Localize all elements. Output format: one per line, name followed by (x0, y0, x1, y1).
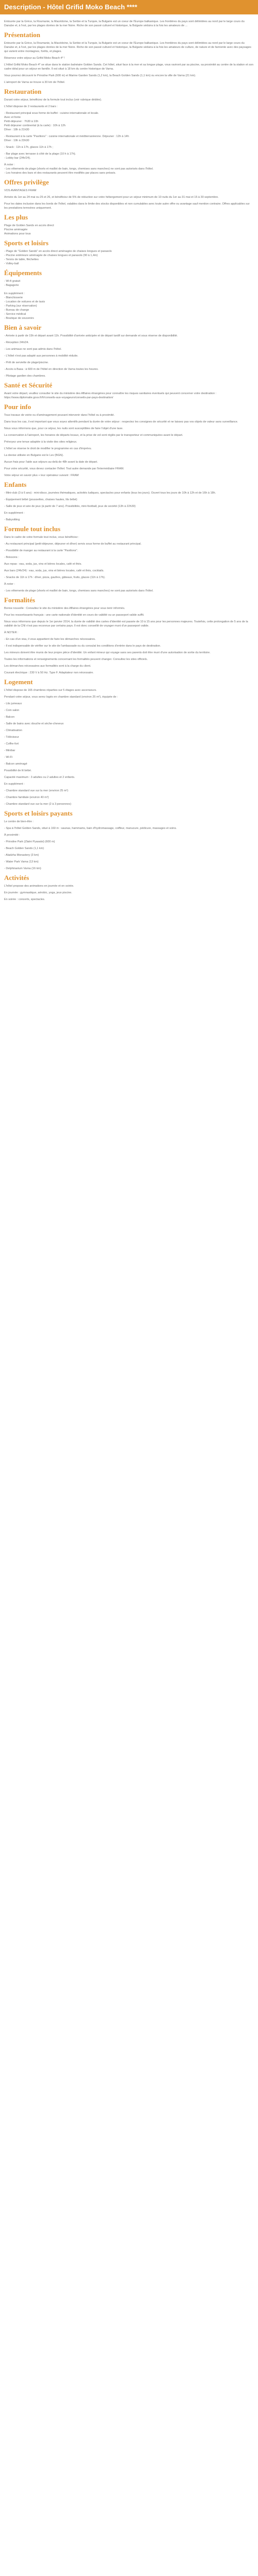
formalites-paragraph: Les mineurs doivent être munis de leur propre pièce d'identité. Un enfant mineur qui voyage sans ses parents doit être muni d'une autorisation de sortie du territoire. (4, 651, 211, 654)
restauration-paragraph: - Restaurant à la carte "Pavilions" : cuisine internationale et méditerranéenne. Déjeuner : 12h à 14h Dîner : 19h à 23h30 (4, 135, 129, 142)
sports2-paragraph: - Delphinarium Varna (16 km) (4, 867, 41, 870)
formule-heading: Formule tout inclus (4, 525, 61, 533)
list-item: - Volley-ball (4, 262, 19, 265)
bienetre-heading: Bien à savoir (4, 324, 42, 331)
logement-paragraph: - Téléviseur (4, 736, 19, 739)
equipements-list (4, 279, 254, 320)
sports-list (4, 249, 254, 266)
equipements-heading: Équipements (4, 269, 42, 277)
sports-heading: Sports et loisirs (4, 239, 49, 247)
list-item: - Tennis de table, fléchettes (4, 258, 39, 261)
presentation-paragraph: Entourée par la Grèce, la Roumanie, la Macédoine, la Serbie et la Turquie, la Bulgarie est un coeur de l'Europe balkanique. Les frontières du pays sont délimitées au nord par le large cours du Danube et, à l'est, par les plages dorées de la mer Noire. Riche de son passé culturel et historique, la Bulgarie séduira à la fois les amateurs de culture, de nature et de farniente avec des paysages qui varient entre montagnes, forêts, et plages. (4, 42, 251, 53)
logement-paragraph: - Lits jumeaux (4, 702, 22, 705)
logement-paragraph: L'hôtel dispose de 165 chambres réparties sur 5 étages avec ascenseurs. (4, 689, 97, 692)
logement-paragraph: - Climatisation (4, 729, 22, 732)
page-title: Description - Hôtel Grifid Moko Beach **** (0, 0, 258, 14)
enfants-section (4, 481, 254, 522)
logement-paragraph: - Coin salon (4, 709, 20, 712)
formalites-paragraph: Nous vous informons que depuis le 1er janvier 2014, la durée de validité des cartes d'identité est passée de 10 à 15 ans pour les personnes majeures. Toutefois, cette prolongation de 5 ans de la validité de la CNI n'est pas reconnue par certains pays. Il est donc conseillé de voyager muni d'un passeport valide. (4, 620, 248, 628)
list-item: - Blanchisserie (4, 296, 23, 299)
activites-section (4, 874, 254, 902)
infos-paragraph: La conservation à l'aéroport, les horaires de départs locaux, et la prise de vol sont réglés par le transporteur et communiquées avant le départ. (4, 434, 183, 437)
sports2-paragraph: Le centre de bien-être : (4, 820, 34, 823)
activites-paragraph: En soirée : concerts, spectacles. (4, 898, 45, 901)
formule-paragraph: - Boissons : (4, 556, 19, 559)
presentation-paragraph: L'aéroport de Varna se trouve à 30 km de l'hôtel. (4, 81, 66, 84)
presentation-paragraph: L'Hôtel Grifid Moko Beach 4* se situe dans le station balnéaire Golden Sands. Cet hôtel, situé face à la mer et sa longue plage, vous raviront par sa piscine, sa proximité au centre de la station et son cadre idéal pour un séjour en famille. Il est situé à 18 km du centre historique de Varna. (4, 63, 253, 71)
activites-paragraph: L'hôtel propose des animations en journée et en soirée. (4, 885, 74, 888)
logement-paragraph: Pendant votre séjour, vous serez logés en chambre standard (environ 25 m²), équipée de : (4, 696, 118, 699)
enfants-paragraph: - Salle de jeux et aire de jeux (à partir de 7 ans). Possibilités, mini-football, jeux de société (13h à 22h30) (4, 505, 136, 508)
formalites-paragraph: À NOTER : (4, 631, 19, 634)
formule-paragraph: À noter : (4, 583, 15, 586)
formalites-paragraph: Bonne nouvelle : Consultez le site du ministère des Affaires étrangères pour vous tenir informés. (4, 607, 125, 610)
content (0, 14, 258, 905)
bienetre-paragraph: - Arrivée à partir de 15h et départ avant 11h. Possibilité d'arrivée anticipée et de départ tardif sur demande et sous réserve de disponibilité. (4, 334, 178, 337)
infos-paragraph: Votre séjour en savoir plus + leur opérateur suivant : FRAM (4, 474, 79, 477)
logement-paragraph: - Coffre-fort (4, 742, 19, 745)
enfants-paragraph: - Babysitting (4, 518, 20, 521)
enfants-paragraph: - Mini-club (3 à 6 ans) : mini-disco, journées thématiques, activités ludiques, spectacles pour enfants (tous les jours). Ouvert tous les jours de 10h à 12h et de 16h à 18h. (4, 492, 216, 495)
list-item: Animations pour tous (4, 232, 31, 235)
formule-paragraph: Dans le cadre de votre formule tout inclus, vous bénéficiez : (4, 536, 79, 539)
offres-paragraph: Pour les dates inclusion dans les bords de l'hôtel, valables dans le limite des stocks disponibles et non cumulables avec toute autre offre ou avantage sauf mention contraire. Offres applicables sur les prestations terrestres uniquement. (4, 202, 250, 210)
plus-list (4, 224, 254, 236)
logement-paragraph: - Balcon aménagé (4, 762, 27, 766)
infos-section (4, 403, 254, 478)
offres-heading: Offres privilège (4, 178, 49, 186)
formule-paragraph: - Les vêtements de plage (shorts et maillot de bain, tongs, chemises sans manches) ne sont pas autorisés dans l'hôtel. (4, 589, 154, 592)
bienetre-section (4, 324, 254, 378)
restauration-paragraph: - Bar plage avec terrasse à côté de la plage (10 h à 17h). - Lobby bar (24h/24). (4, 152, 76, 160)
formalites-section (4, 596, 254, 675)
sports2-paragraph: - Aladzha Monastery (3 km) (4, 854, 39, 857)
plus-section (4, 213, 254, 236)
list-item: - Wi-fi gratuit (4, 280, 21, 283)
logement-paragraph: - Salle de bains avec douche et sèche-cheveux (4, 722, 64, 725)
offres-section (4, 178, 254, 210)
bienetre-paragraph: - L'hôtel n'est pas adapté aux personnes à mobilité réduite. (4, 354, 78, 358)
logement-paragraph: - Chambre standard vue sur la mer (environ 25 m²) (4, 789, 69, 792)
infos-paragraph: La devise utilisée en Bulgarie est le Lev (BGN). (4, 454, 64, 457)
presentation-paragraph: Réservez votre séjour au Grifid Moko Beach 4* ! (4, 57, 65, 60)
list-item: Piscine aménagée (4, 228, 28, 231)
logement-paragraph: - Chambre familiale (environ 40 m²) (4, 796, 49, 799)
list-item: - Parking (sur réservation) (4, 304, 37, 308)
formalites-paragraph: - En cas d'un visa, il vous appartient de faire les démarches nécessaires. (4, 638, 96, 641)
infos-paragraph: Tous travaux de voirie ou d'aménagement pouvant intervenir dans l'hôtel ou à proximité. (4, 414, 115, 417)
list-item: Plage de Golden Sands en accès direct (4, 224, 54, 227)
bienetre-paragraph: - Pilotage gardien des chambres. (4, 375, 46, 378)
sante-heading: Santé et Sécurité (4, 381, 53, 389)
formalites-paragraph: Pour les ressortissants français : une carte nationale d'identité en cours de validité ou un passeport valide suffit. (4, 614, 144, 617)
formule-section (4, 525, 254, 593)
sports2-paragraph: - Beach Golden Sands (1,1 km) (4, 847, 44, 850)
infos-paragraph: Prévoyez une tenue adaptée à la visite des sites religieux. (4, 440, 77, 444)
logement-paragraph: - Balcon (4, 716, 15, 719)
logement-paragraph: Capacité maximum : 3 adultes ou 2 adultes et 2 enfants. (4, 776, 75, 779)
list-item: En supplément : (4, 292, 25, 295)
list-item: - Bureau de change (4, 309, 29, 312)
description-section (4, 20, 254, 28)
list-item: - Piscine extérieure aménagée de chaises longues et parasols (90 à 1,4m) (4, 254, 98, 257)
formule-paragraph: Aux repas : eau, soda, jus, vins et bières locales, café et thés. (4, 563, 82, 566)
bienetre-paragraph: - Les animaux ne sont pas admis dans l'hôtel. (4, 348, 62, 351)
infos-heading: Pour info (4, 403, 31, 411)
bienetre-paragraph: - Accès à Basa : à 600 m de l'hôtel en direction de Varna toutes les heures. (4, 368, 99, 371)
formule-paragraph: - Snacks de 11h à 17h : dîner, pizza, gaufres, gâteaux, fruits, glaces (11h à 17h). (4, 576, 106, 579)
description-paragraph: Entourée par la Grèce, la Roumanie, la Macédoine, la Serbie et la Turquie, la Bulgarie est un coeur de l'Europe balkanique. Les frontières du pays sont délimitées au nord par le large cours du Danube et, à l'est, par les plages dorées de la mer Noire. Riche de son passé culturel et historique, la Bulgarie séduira à la fois les amateurs de ... (4, 20, 245, 27)
activites-heading: Activités (4, 874, 29, 882)
enfants-heading: Enfants (4, 481, 27, 488)
sante-section (4, 381, 254, 400)
enfants-paragraph: - Équipement bébé (poussettes, chaises hautes, lits bébé) (4, 498, 77, 501)
presentation-section (4, 31, 254, 84)
bienetre-paragraph: - Prêt de serviette de plage/piscine. (4, 361, 49, 364)
list-item: - Boutique de souvenirs (4, 317, 34, 320)
sports2-paragraph: À proximité : (4, 834, 20, 837)
activites-paragraph: En journée : gymnastique, aérobic, yoga, jeux piscine. (4, 891, 72, 894)
list-item: - Bagagerie (4, 284, 19, 287)
formalites-heading: Formalités (4, 596, 35, 604)
presentation-heading: Présentation (4, 31, 41, 39)
logement-paragraph: - Wi-Fi (4, 756, 13, 759)
list-item: - Service médical (4, 313, 26, 316)
offres-paragraph: VOS AVANTAGES FRAM (4, 189, 37, 192)
offres-paragraph: Arrivée du 1er au 24 mai ou 25 et 26, et bénéficiez de 5% de réduction sur votre hébergement pour un séjour minimum de 10 nuits du 1er au 31 mai et 15 à 30 septembre. (4, 196, 219, 199)
formule-paragraph: - Possibilité de manger au restaurant à la carte "Pavilions". (4, 549, 78, 552)
formalites-paragraph: - Il est indispensable de vérifier sur le site de l'ambassade ou du consulat les conditions d'entrée dans le pays de destination. (4, 645, 161, 648)
infos-paragraph: L'hôtel se réserve le droit de modifier le programme en cas d'imprévu. (4, 447, 92, 450)
equipements-section (4, 269, 254, 320)
restauration-paragraph: À noter : - Les vêtements de plage (shorts et maillot de bain, tongs, chemises sans manches) ne sont pas autorisés dans l'hôtel. - Les horaires des bars et des restaurants peuvent être modifiés par places sans préavis. (4, 163, 154, 175)
logement-paragraph: En supplément : (4, 783, 25, 786)
sports2-heading: Sports et loisirs payants (4, 809, 73, 817)
infos-paragraph: Nous vous informons que, pour ce séjour, les nuits sont susceptibles de faire l'objet d'une taxe. (4, 427, 123, 430)
formule-paragraph: - Au restaurant principal (petit-déjeuner, déjeuner et dîner) servis sous forme de buffet au restaurant principal. (4, 543, 142, 546)
infos-paragraph: Pour votre sécurité, vous devez contacter l'hôtel. Tout autre demande par l'intermédiaire FRAM. (4, 467, 124, 470)
restauration-paragraph: L'hôtel dispose de 2 restaurants et 2 bars : (4, 105, 58, 108)
restauration-paragraph: Durant votre séjour, bénéficiez de la formule tout inclus (voir rubrique dédiée). (4, 98, 102, 101)
infos-paragraph: Aucun frais pour l'aide aux séjours au-delà de 48h avant la date de départ. (4, 461, 98, 464)
sante-paragraph: Avant votre départ, veuillez consulter le site du ministère des Affaires étrangères pour connaître les risques sanitaires éventuels qui peuvent concerner votre destination : https://www.diplomatie.gouv.fr/fr/conseils-aux-voyageurs/conseils-par-pays-destination/ (4, 392, 217, 399)
list-item: - Plage de "Golden Sands" en accès direct aménagée de chaises longues et parasols (4, 250, 112, 253)
logement-heading: Logement (4, 678, 33, 686)
logement-section (4, 678, 254, 806)
sports2-paragraph: - Prirodne Park (Zlatni Pyasatsi) (600 m) (4, 840, 55, 843)
logement-paragraph: - Minibar (4, 749, 15, 752)
restauration-heading: Restauration (4, 88, 42, 95)
logement-paragraph: Possibilité de lit bébé. (4, 769, 32, 772)
sports-section (4, 239, 254, 266)
formalites-paragraph: Courant électrique : 230 V à 50 Hz. Type F. Adaptateur non nécessaire. (4, 671, 94, 674)
formalites-paragraph: Les démarches nécessaires aux formalités sont à la charge du client. (4, 665, 91, 668)
bienetre-paragraph: - Réception 24h/24. (4, 341, 29, 344)
enfants-paragraph: En supplément : (4, 512, 25, 515)
sports2-paragraph: - Spa à l'hôtel Golden Sands, situé à 160 m : saunas, hammams, bain d'hydromassage, coiffeur, manucure, pédicure, massages et soins. (4, 827, 177, 830)
logement-paragraph: - Chambre standard vue sur la mer (2 à 3 personnes) (4, 803, 71, 806)
restauration-paragraph: - Snack : 11h à 17h, glaces 11h à 17h ; (4, 146, 53, 149)
list-item: - Location de voitures et de taxis (4, 300, 45, 303)
sports2-paragraph: - Water Park Varna (13 km) (4, 860, 39, 863)
formalites-paragraph: Toutes les informations et renseignements concernant les formalités peuvent changer. Consultez les sites officiels. (4, 658, 148, 661)
infos-paragraph: Dans tous les cas, il est important que vous soyez attentifs pendant la durée de votre séjour : respectez les consignes de sécurité et ne laissez pas vos objets de valeur sans surveillance. (4, 420, 238, 423)
formule-paragraph: Aux bars (24h/24) : eau, soda, jus, vins et bières locales, café et thés, cocktails. (4, 569, 104, 572)
restauration-section (4, 88, 254, 175)
sports2-section (4, 809, 254, 871)
list-item (4, 287, 254, 292)
restauration-paragraph: - Restaurant principal sous forme de buffet : cuisine internationale et locale. Avec et fonte Petit-déjeuner : 7h30 à 10h Petit déjeuner continental (à la carte) : 10h à 12h Dîner : 18h à 21h30 (4, 112, 99, 131)
presentation-paragraph: Vous pourrez découvrir le Prirodne Park (600 m) et Marine Garden Sands (1,2 km), la Beach Golden Sands (1,1 km) ou encore la ville de Varna (21 km). (4, 74, 196, 77)
plus-heading: Les plus (4, 213, 28, 221)
